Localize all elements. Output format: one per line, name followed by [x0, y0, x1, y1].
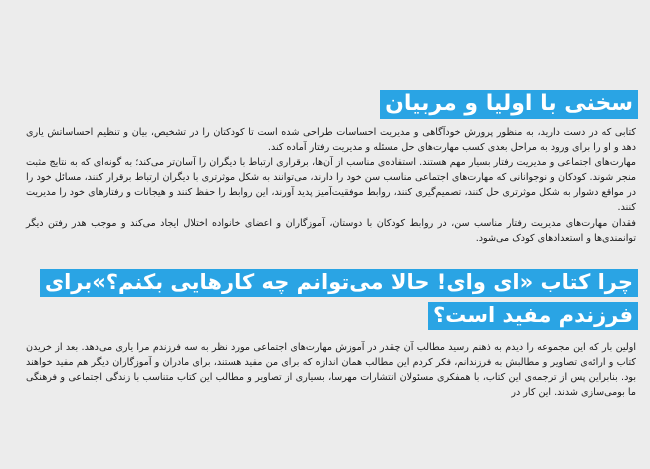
- section-title: چرا کتاب «ای وای! حالا می‌توانم چه کارهایی بکنم؟»برای فرزندم مفید است؟: [40, 269, 638, 330]
- section-body: [26, 340, 638, 400]
- section-why-book: [26, 266, 638, 400]
- section-parents-note: [26, 89, 638, 246]
- paragraph: فقدان مهارت‌های مدیریت رفتار مناسب سن، در روابط کودکان با دوستان، آموزگاران و اعضای خانواده اختلال ایجاد می‌کند و موجب هدر رفتن دیگر توانمندی‌ها و استعدادهای کودک می‌شود.: [26, 217, 636, 244]
- section-heading-wrap: [26, 89, 638, 119]
- section-title: سخنی با اولیا و مربیان: [380, 90, 638, 119]
- paragraph: کتابی که در دست دارید، به منظور پرورش خودآگاهی و مدیریت احساسات طراحی شده است تا کودکتان را در تشخیص، بیان و تنظیم احساساتش یاری دهد و او را برای ورود به مراحل بعدی کسب مهارت‌های حل مسئله و مدیریت رفتار آماده کند.: [26, 127, 636, 154]
- paragraph: مهارت‌های اجتماعی و مدیریت رفتار بسیار مهم هستند. استفاده‌ی مناسب از آن‌ها، برقراری ارتباط با دیگران را آسان‌تر می‌کند؛ به گونه‌ای که به نتایج مثبت منجر شوند. کودکان و نوجوانانی که مهارت‌های اجتماعی مناسب سن خود را دارند، می‌توانند به شکل موثرتری با دیگران ارتباط برقرار کنند، مسائل خود را در مواقع دشوار به شکل موثرتری حل کنند، تصمیم‌گیری کنند، روابط موفقیت‌آمیز پدید آورند، این روابط را حفظ کنند و هیجانات و رفتارهای خود را مدیریت کنند.: [26, 157, 636, 214]
- section-heading-wrap: [26, 266, 638, 332]
- paragraph: اولین بار که این مجموعه را دیدم به ذهنم رسید مطالب آن چقدر در آموزش مهارت‌های اجتماعی مورد نظر به سه فرزندم مرا یاری می‌دهد. بعد از خریدن کتاب و ارائه‌ی تصاویر و مطالبش به فرزندانم، فکر کردم این مطالب همان اندازه که برای من مفید هستند، برای مادران و آموزگاران دیگر هم مفید خواهند بود. بنابراین پس از ترجمه‌ی این کتاب، با همفکری مسئولان انتشارات مهرسا، بسیاری از تصاویر و مطالب این کتاب متناسب با زندگی اجتماعی و فرهنگی ما بومی‌سازی شدند. این کار در: [26, 342, 636, 399]
- section-body: [26, 125, 638, 246]
